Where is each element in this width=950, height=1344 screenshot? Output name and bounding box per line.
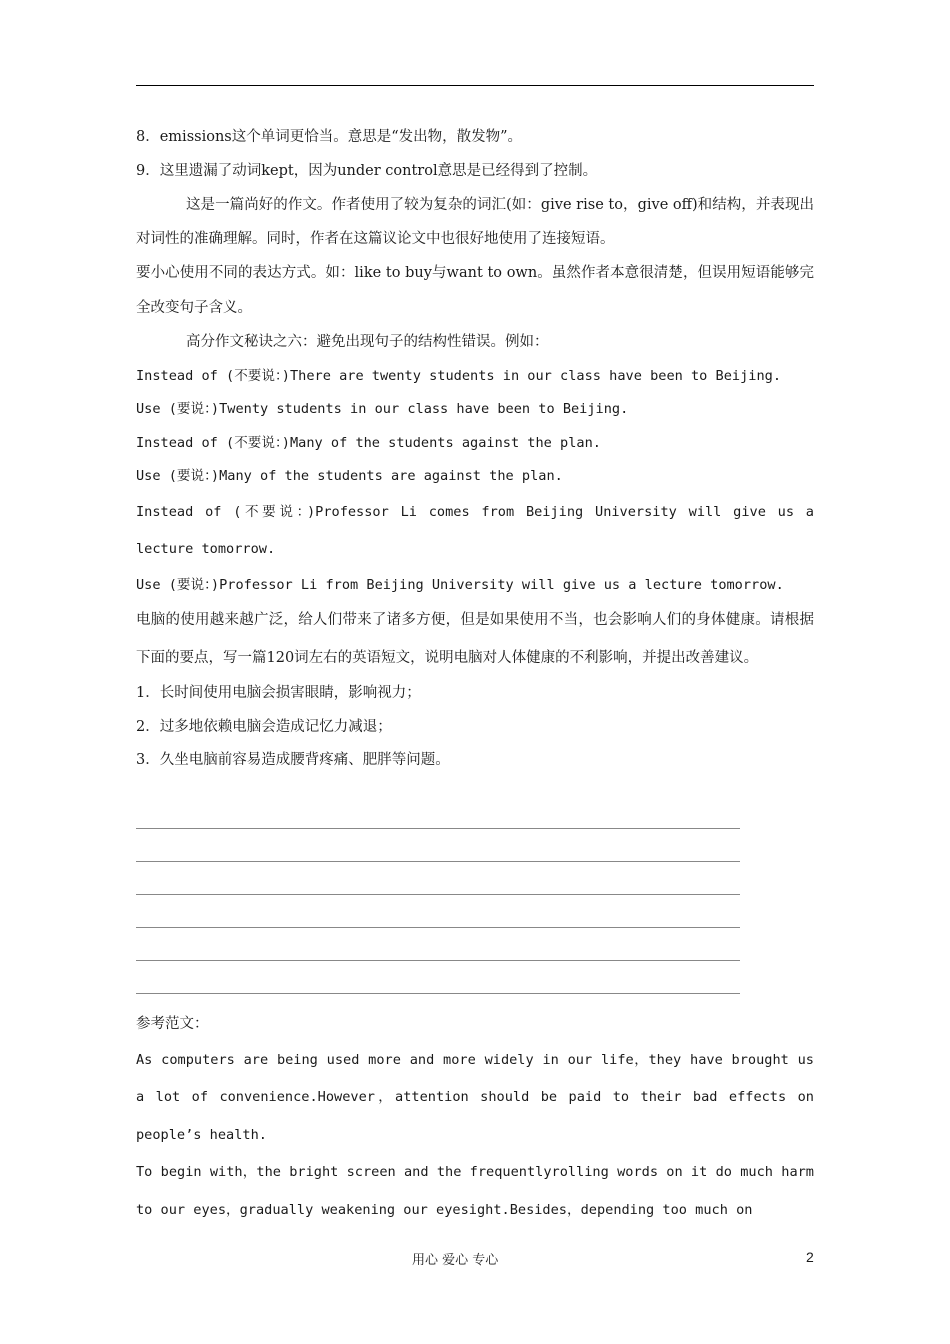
caution-paragraph: 要小心使用不同的表达方式。如：like to buy与want to own。虽然作者本意很清楚，但误用短语能够完全改变句子含义。: [136, 265, 814, 316]
answer-line: [136, 927, 740, 928]
note-8: 8．emissions这个单词更恰当。意思是“发出物，散发物”。: [136, 129, 523, 145]
example-line: Instead of (不要说：)Many of the students against the plan.: [136, 434, 601, 451]
example-line: Use (要说：)Twenty students in our class have been to Beijing.: [136, 401, 629, 417]
example-line: Use (要说：)Professor Li from Beijing University will give us a lecture tomorrow.: [136, 576, 784, 593]
answer-line: [136, 828, 740, 829]
tip-heading: 高分作文秘诀之六：避免出现句子的结构性错误。例如：: [186, 334, 549, 350]
answer-line: [136, 894, 740, 895]
page-footer: [0, 1246, 950, 1270]
answer-lines: [136, 828, 740, 1026]
model-essay: [136, 1008, 814, 1229]
point-item: 1．长时间使用电脑会损害眼睛，影响视力；: [136, 685, 421, 701]
point-item: 3．久坐电脑前容易造成腰背疼痛、肥胖等问题。: [136, 752, 450, 768]
model-heading: 参考范文：: [136, 1016, 209, 1032]
example-line: Use (要说：)Many of the students are against the plan.: [136, 468, 563, 484]
note-9: 9．这里遗漏了动词kept，因为under control意思是已经得到了控制。: [136, 162, 598, 179]
footer-motto: 用心 爱心 专心: [412, 1253, 499, 1268]
main-text: [136, 121, 814, 778]
task-prompt: 电脑的使用越来越广泛，给人们带来了诸多方便，但是如果使用不当，也会影响人们的身体健康。请根据下面的要点，写一篇120词左右的英语短文，说明电脑对人体健康的不利影响，并提出改善建议。: [136, 612, 814, 666]
answer-line: [136, 960, 740, 961]
model-paragraph: As computers are being used more and more widely in our life，they have brought us a lot of convenience.However，attention should be paid to their bad effects on people’s health.: [136, 1051, 814, 1143]
answer-line: [136, 993, 740, 994]
answer-line: [136, 861, 740, 862]
model-paragraph: To begin with，the bright screen and the frequentlyrolling words on it do much harm to our eyes，gradually weakening our eyesight.Besides，depending too much on: [136, 1164, 814, 1218]
example-line: Instead of (不要说：)Professor Li comes from Beijing University will give us a lecture tomorrow.: [136, 503, 814, 557]
point-item: 2．过多地依赖电脑会造成记忆力减退；: [136, 718, 392, 735]
page-number: 2: [806, 1249, 814, 1265]
comment-paragraph: 这是一篇尚好的作文。作者使用了较为复杂的词汇(如：give rise to，give off)和结构，并表现出对词性的准确理解。同时，作者在这篇议论文中也很好地使用了连接短语。: [136, 197, 814, 247]
header-rule: [136, 85, 814, 86]
example-line: Instead of (不要说：)There are twenty students in our class have been to Beijing.: [136, 367, 782, 384]
